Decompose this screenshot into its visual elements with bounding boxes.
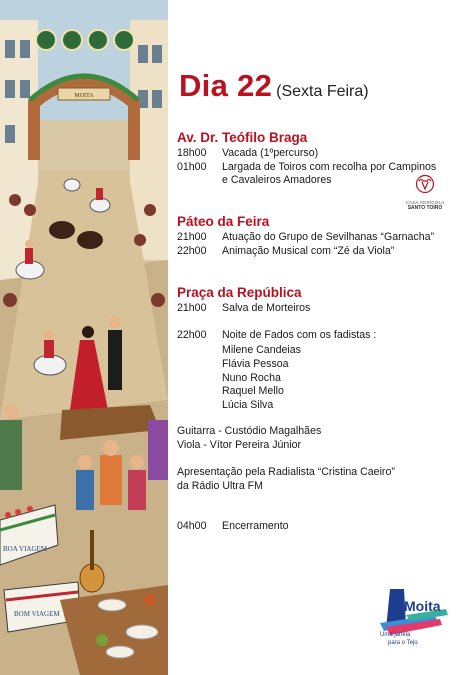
sponsor-logo [390, 174, 460, 211]
sponsor-line-1: CASA AGRÍCOLA [405, 200, 445, 205]
schedule-event: Largada de Toiros com recolha por Campinos [222, 161, 437, 173]
schedule-row [177, 520, 289, 533]
festival-illustration [0, 0, 168, 675]
program-column [168, 0, 474, 675]
fadista-name: Nuno Rocha [222, 372, 281, 384]
boat-sign-top: BOA VIAGEM [3, 545, 48, 553]
schedule-event: Noite de Fados com os fadistas : [222, 329, 377, 341]
schedule-time: 21h00 [177, 302, 207, 314]
title-day: Dia 22 [179, 68, 273, 103]
fadista-name: Flávia Pessoa [222, 358, 289, 370]
schedule-event: Atuação do Grupo de Sevilhanas “Garnacha” [222, 231, 435, 243]
moita-logo [376, 585, 466, 655]
schedule-event: Encerramento [222, 520, 289, 532]
boat-sign-bottom: BOM VIAGEM [14, 610, 60, 618]
bull-icon [415, 174, 435, 194]
musician-line: Guitarra - Custódio Magalhães [177, 425, 322, 437]
page-title [179, 68, 369, 104]
presenter-line: Apresentação pela Radialista “Cristina Caeiro” [177, 466, 395, 478]
moita-tagline-1: Uma janela [380, 632, 411, 638]
fadista-name: Milene Candeias [222, 344, 301, 356]
section-heading-av-teofilo-braga: Av. Dr. Teófilo Braga [177, 130, 308, 145]
arch-sign: MOITA [74, 93, 94, 99]
schedule-event-continued: e Cavaleiros Amadores [222, 174, 332, 186]
section-heading-praca-da-republica: Praça da República [177, 285, 302, 300]
schedule-time: 01h00 [177, 161, 207, 173]
schedule-time: 22h00 [177, 329, 207, 341]
schedule-time: 21h00 [177, 231, 207, 243]
moita-name: Moita [404, 598, 441, 614]
title-weekday: (Sexta Feira) [276, 83, 369, 100]
schedule-event: Animação Musical com “Zé da Viola” [222, 245, 395, 257]
schedule-row [177, 231, 434, 244]
schedule-row [177, 329, 376, 342]
sponsor-line-2: SANTO TOIRO [407, 205, 443, 211]
moita-tagline-2: para o Tejo [388, 640, 418, 646]
schedule-time: 18h00 [177, 147, 207, 159]
section-heading-pateo-da-feira: Páteo da Feira [177, 214, 270, 229]
schedule-event: Vacada (1ºpercurso) [222, 147, 319, 159]
schedule-row [177, 302, 310, 315]
presenter-line: da Rádio Ultra FM [177, 480, 263, 492]
schedule-row [177, 245, 394, 258]
musician-line: Viola - Vítor Pereira Júnior [177, 439, 302, 451]
fadista-name: Lúcia Silva [222, 399, 274, 411]
schedule-time: 22h00 [177, 245, 207, 257]
schedule-row [177, 147, 318, 160]
schedule-event: Salva de Morteiros [222, 302, 311, 314]
schedule-row [177, 161, 436, 174]
fadista-name: Raquel Mello [222, 385, 284, 397]
schedule-time: 04h00 [177, 520, 207, 532]
